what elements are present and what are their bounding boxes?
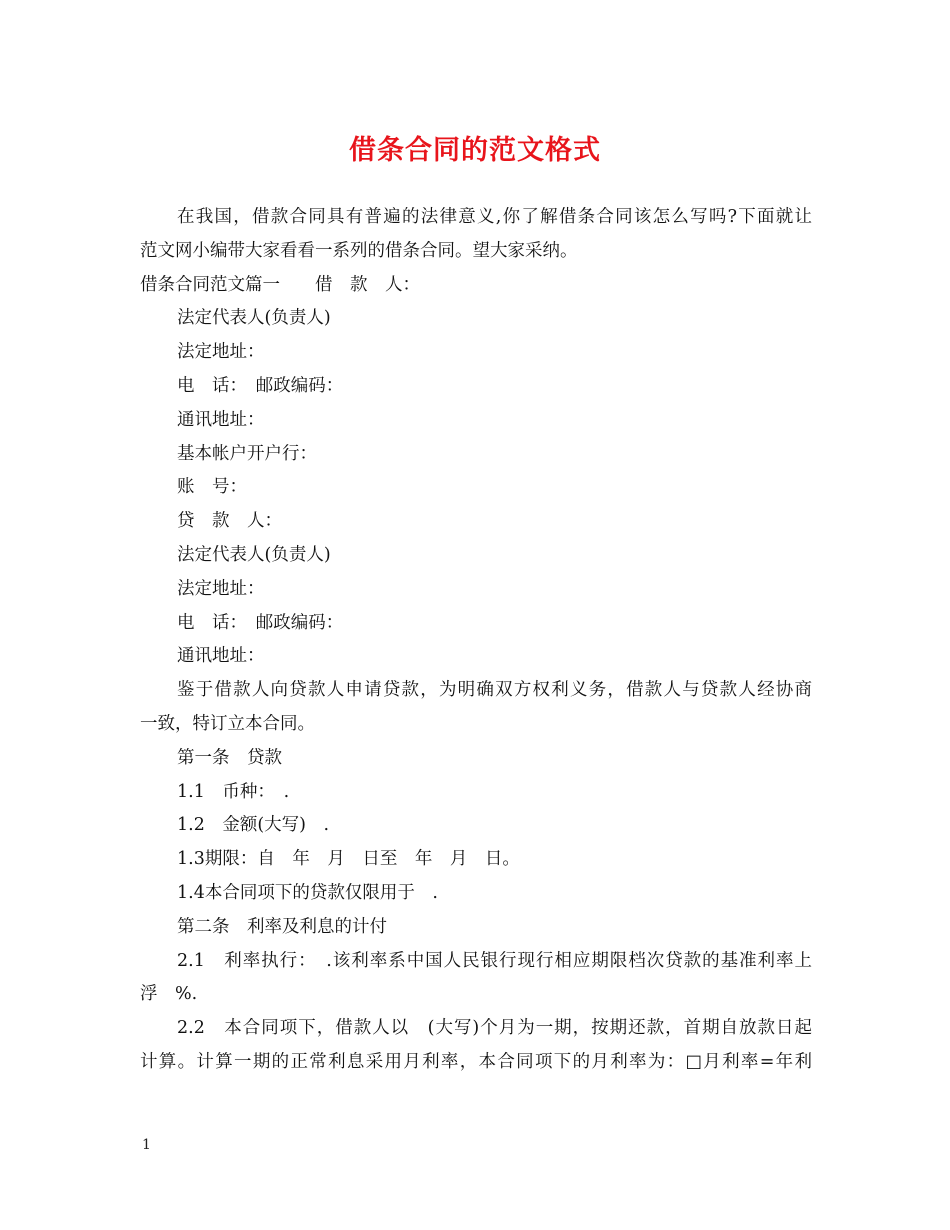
paragraph-line: 通讯地址： bbox=[177, 646, 265, 667]
paragraph-line: 贷 款 人： bbox=[177, 511, 282, 532]
paragraph-line: 1.1 币种： . bbox=[177, 781, 290, 802]
paragraph-line: 法定地址： bbox=[177, 342, 265, 363]
paragraph-line: 2.1 利率执行： .该利率系中国人民银行现行相应期限档次贷款的基准利率上 bbox=[177, 950, 812, 971]
paragraph-line: 1.3期限：自 年 月 日至 年 月 日。 bbox=[177, 849, 520, 870]
paragraph-line: 计算。计算一期的正常利息采用月利率，本合同项下的月利率为：□月利率=年利 bbox=[140, 1051, 812, 1072]
paragraph-line: 1.2 金额(大写) . bbox=[177, 815, 330, 836]
paragraph-line: 浮 %. bbox=[140, 984, 198, 1005]
paragraph-line: 一致，特订立本合同。 bbox=[140, 713, 315, 734]
paragraph-line: 2.2 本合同项下，借款人以 (大写)个月为一期，按期还款，首期自放款日起 bbox=[177, 1018, 812, 1039]
paragraph-line: 1.4本合同项下的贷款仅限用于 . bbox=[177, 882, 438, 903]
paragraph-line: 电 话： 邮政编码： bbox=[177, 612, 344, 633]
paragraph-line: 电 话： 邮政编码： bbox=[177, 375, 344, 396]
paragraph-line: 通讯地址： bbox=[177, 409, 265, 430]
document-body bbox=[140, 201, 812, 1080]
paragraph-line: 借条合同范文篇一 借 款 人： bbox=[140, 274, 420, 295]
paragraph-line: 法定代表人(负责人) bbox=[177, 308, 331, 329]
paragraph-line: 法定代表人(负责人) bbox=[177, 544, 331, 565]
paragraph-line: 范文网小编带大家看看一系列的借条合同。望大家采纳。 bbox=[140, 240, 578, 261]
page-number: 1 bbox=[142, 1137, 151, 1153]
paragraph-line: 基本帐户开户行： bbox=[177, 443, 317, 464]
paragraph-line: 第二条 利率及利息的计付 bbox=[177, 916, 387, 937]
paragraph-line: 法定地址： bbox=[177, 578, 265, 599]
document-title: 借条合同的范文格式 bbox=[349, 135, 601, 166]
paragraph-line: 账 号： bbox=[177, 477, 247, 498]
paragraph-line: 第一条 贷款 bbox=[177, 747, 282, 768]
paragraph-line: 鉴于借款人向贷款人申请贷款，为明确双方权利义务，借款人与贷款人经协商 bbox=[177, 680, 812, 701]
paragraph-line: 在我国，借款合同具有普遍的法律意义,你了解借条合同该怎么写吗?下面就让 bbox=[177, 207, 812, 227]
